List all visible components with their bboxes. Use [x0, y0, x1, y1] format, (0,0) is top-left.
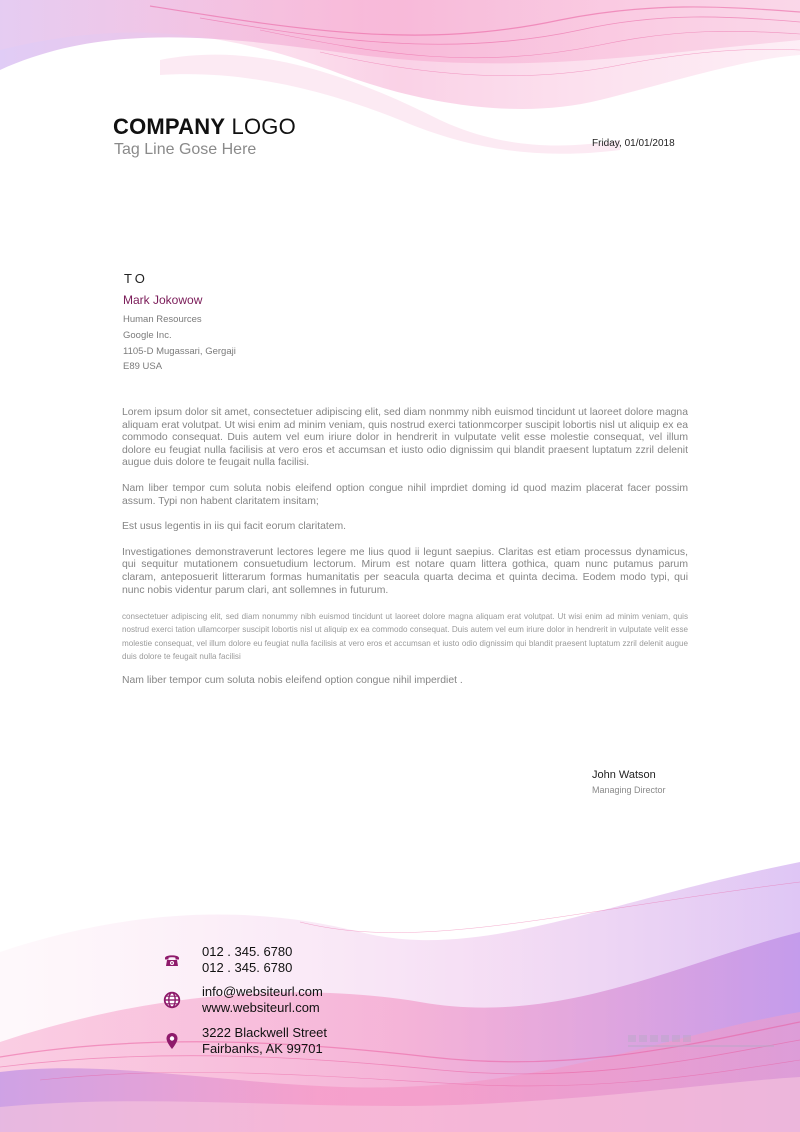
- signature-title: Managing Director: [592, 785, 666, 795]
- recipient-company: Google Inc.: [123, 330, 172, 341]
- phone-icon: [163, 951, 181, 969]
- company-logo: [113, 114, 296, 140]
- tagline: Tag Line Gose Here: [114, 141, 257, 158]
- letter-date: Friday, 01/01/2018: [592, 138, 675, 149]
- logo-bold-text: COMPANY: [113, 114, 226, 139]
- body-paragraph: Lorem ipsum dolor sit amet, consectetuer adipiscing elit, sed diam nonmmy nibh euismod tincidunt ut laoreet dolore magna aliquam erat volutpat. Ut wisi enim ad minim veniam, quis nostrud exerci tationmcorper suscipit lobortis nisl ut aliquip ex ea commodo consequat. Duis autem vel eum iriure dolor in hendrerit in vulputate velit esse molestie consequat, vel illum dolore eu feugiat nulla facilisis at vero eros et accumsan et iusto odio dignissim qui blandit praesent luptatum zzril delenit augue duis dolore te feugait nulla facilisi.: [122, 407, 688, 469]
- location-pin-icon: [163, 1032, 181, 1050]
- recipient-name: Mark Jokowow: [123, 293, 203, 307]
- footer-wave-decoration: [0, 842, 800, 1132]
- letter-body: [122, 407, 688, 701]
- recipient-country: E89 USA: [123, 361, 163, 372]
- phone-number-secondary: 012 . 345. 6780: [202, 960, 293, 975]
- globe-icon: [163, 991, 181, 1009]
- body-paragraph-small: consectetuer adipiscing elit, sed diam nonummy nibh euismod tincidunt ut laoreet dolore magna aliquam erat volutpat. Ut wisi enim ad minim veniam, quis nostrud exerci tation ullamcorper suscipit lobortis nisl ut aliquip ex ea commodo consequat. Duis autem vel eum iriure dolor in hendrerit in vulputate velit esse molestie consequat, vel illum dolore eu feugiat nulla facilisis at vero eros et accumsan et iusto odio dignissim qui blandit praesent luptatum zzril delenit augue duis dolore te feugait nulla facilisi: [122, 612, 688, 661]
- street-address: 3222 Blackwell Street: [202, 1025, 328, 1040]
- watermark: [626, 1033, 776, 1051]
- body-paragraph: Nam liber tempor cum soluta nobis eleifend option congue nihil imprdiet doming id quod mazim placerat facer possim assum. Typi non habent claritatem insitam;: [122, 482, 688, 507]
- body-paragraph: Investigationes demonstraverunt lectores legere me lius quod ii legunt saepius. Claritas est etiam processus dynamicus, qui sequitur mutationem consuetudium lectorum. Mirum est notare quam littera gothica, quam nunc putamus parum claram, anteposuerit litterarum formas humanitatis per seacula quarta decima et quinta decima. Eodem modo typi, qui nunc nobis videntur parum clari, ant sollemnes in futurum.: [122, 546, 688, 596]
- website-url: www.websiteurl.com: [202, 1000, 320, 1015]
- logo-regular-text: LOGO: [231, 114, 296, 139]
- city-address: Fairbanks, AK 99701: [202, 1041, 323, 1056]
- body-paragraph: Nam liber tempor cum soluta nobis eleifend option congue nihil imperdiet .: [122, 674, 463, 686]
- signature-name: John Watson: [592, 769, 656, 781]
- to-label: TO: [124, 271, 148, 286]
- email-address: info@websiteurl.com: [202, 984, 323, 999]
- recipient-street: 1105-D Mugassari, Gergaji: [123, 346, 236, 357]
- phone-number-primary: 012 . 345. 6780: [202, 944, 293, 959]
- body-paragraph: Est usus legentis in iis qui facit eorum claritatem.: [122, 521, 347, 533]
- recipient-department: Human Resources: [123, 314, 202, 325]
